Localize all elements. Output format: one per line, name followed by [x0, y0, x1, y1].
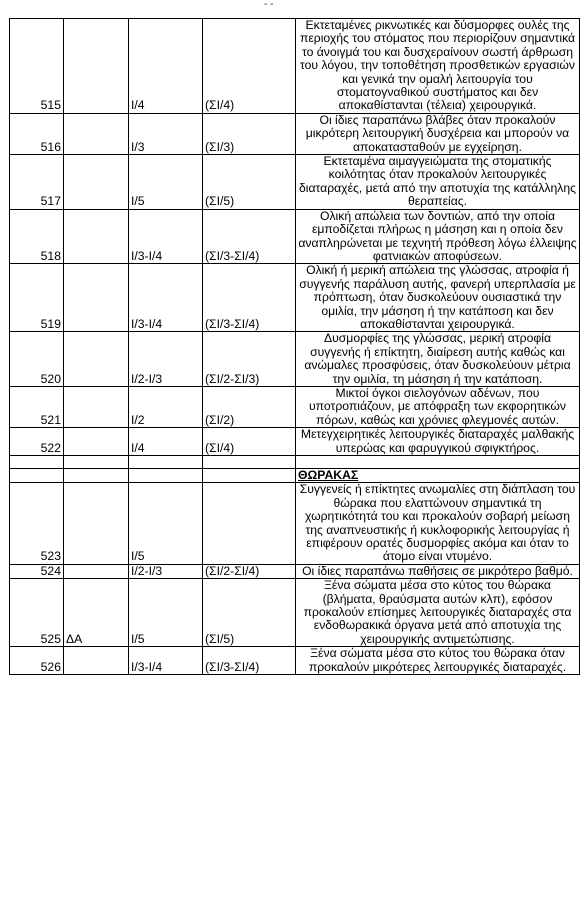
empty-cell — [10, 469, 64, 483]
row-extra — [64, 264, 129, 332]
table-row — [10, 264, 580, 332]
row-ref — [203, 483, 296, 564]
row-grade: I/2-I/3 — [129, 564, 203, 578]
row-extra — [64, 483, 129, 564]
row-number: 520 — [10, 332, 64, 387]
row-ref: (ΣI/4) — [203, 428, 296, 456]
row-grade: I/3-I/4 — [129, 264, 203, 332]
table-row — [10, 332, 580, 387]
row-ref: (ΣI/2-ΣI/3) — [203, 332, 296, 387]
row-grade: I/3-I/4 — [129, 647, 203, 675]
row-number: 517 — [10, 155, 64, 210]
row-ref: (ΣI/5) — [203, 155, 296, 210]
empty-cell — [296, 456, 580, 469]
row-grade: I/5 — [129, 155, 203, 210]
row-grade: I/3 — [129, 113, 203, 154]
row-description: Συγγενείς ή επίκτητες ανωμαλίες στη διάπλαση του θώρακα που ελαττώνουν σημαντικά τη χωρητικότητά του και προκαλούν σοβαρή μείωση της αναπνευστικής ή κυκλοφορικής λειτουργίας ή επιφέρουν ορατές δυσμορφίες ακόμα και όταν το άτομο είναι ντυμένο. — [296, 483, 580, 564]
row-grade: I/4 — [129, 19, 203, 114]
row-ref: (ΣI/3-ΣI/4) — [203, 264, 296, 332]
row-description: Οι ίδιες παραπάνω παθήσεις σε μικρότερο βαθμό. — [296, 564, 580, 578]
row-ref: (ΣI/4) — [203, 19, 296, 114]
table-row — [10, 155, 580, 210]
row-extra — [64, 386, 129, 427]
row-ref: (ΣI/3-ΣI/4) — [203, 209, 296, 264]
empty-cell — [203, 469, 296, 483]
row-number: 524 — [10, 564, 64, 578]
table-row — [10, 428, 580, 456]
row-number: 515 — [10, 19, 64, 114]
row-extra — [64, 647, 129, 675]
page-top-mark: - - — [264, 0, 274, 10]
row-ref: (ΣI/2-ΣI/4) — [203, 564, 296, 578]
table-row — [10, 579, 580, 647]
row-extra: ΔΑ — [64, 579, 129, 647]
row-description: Ξένα σώματα μέσα στο κύτος του θώρακα όταν προκαλούν μικρότερες λειτουργικές διαταραχές. — [296, 647, 580, 675]
row-description: Ολική απώλεια των δοντιών, από την οποία εμποδίζεται πλήρως η μάσηση και η οποία δεν αναπληρώνεται με τεχνητή πρόθεση λόγω έλλειψης φατνιακών αποφύσεων. — [296, 209, 580, 264]
empty-cell — [64, 469, 129, 483]
row-number: 519 — [10, 264, 64, 332]
row-description: Ξένα σώματα μέσα στο κύτος του θώρακα (βλήματα, θραύσματα αυτών κλπ), εφόσον προκαλούν επίσημες λειτουργικές διαταραχές στα ενδοθωρακικά όργανα μετά από αποτυχία της χειρουργικής αντιμετώπισης. — [296, 579, 580, 647]
table-row — [10, 209, 580, 264]
row-extra — [64, 155, 129, 210]
table-row — [10, 113, 580, 154]
row-grade: I/2 — [129, 386, 203, 427]
row-number: 516 — [10, 113, 64, 154]
row-description: Ολική ή μερική απώλεια της γλώσσας, ατροφία ή συγγενής παράλυση αυτής, φανερή υπερπλασία με πρόπτωση, όταν δυσκολεύουν ουσιαστικά την ομιλία, την μάσηση ή την κατάποση και δεν αποκαθίστανται χειρουργικά. — [296, 264, 580, 332]
row-description: Δυσμορφίες της γλώσσας, μερική ατροφία συγγενής ή επίκτητη, διαίρεση αυτής καθώς και ανώμαλες προσφύσεις, όταν δυσκολεύουν μέτρια την ομιλία, τη μάσηση ή την κατάποση. — [296, 332, 580, 387]
row-ref: (ΣI/5) — [203, 579, 296, 647]
row-number: 523 — [10, 483, 64, 564]
row-grade: I/2-I/3 — [129, 332, 203, 387]
row-ref: (ΣI/3-ΣI/4) — [203, 647, 296, 675]
empty-cell — [129, 469, 203, 483]
row-number: 522 — [10, 428, 64, 456]
row-extra — [64, 332, 129, 387]
row-description: Οι ίδιες παραπάνω βλάβες όταν προκαλούν μικρότερη λειτουργική δυσχέρεια και μπορούν να αποκατασταθούν με εγχείρηση. — [296, 113, 580, 154]
row-grade: I/5 — [129, 579, 203, 647]
table-row — [10, 386, 580, 427]
row-grade: I/4 — [129, 428, 203, 456]
row-number: 521 — [10, 386, 64, 427]
row-description: Εκτεταμένα αιμαγγειώματα της στοματικής κοιλότητας όταν προκαλούν λειτουργικές διαταραχές, μετά από την αποτυχία της κατάλληλης θεραπείας. — [296, 155, 580, 210]
table-row — [10, 564, 580, 578]
table-row-section — [10, 469, 580, 483]
row-ref: (ΣI/3) — [203, 113, 296, 154]
row-description: Εκτεταμένες ρικνωτικές και δύσμορφες ουλές της περιοχής του στόματος που περιορίζουν σημαντικά το άνοιγμά του και δυσχεραίνουν σωστή άρθρωση του λόγου, την τοποθέτηση προσθετικών εργασιών και γενικά την ομαλή λειτουργία του στοματογναθικού συστήματος και δεν αποκαθίστανται (τέλεια) χειρουργικά. — [296, 19, 580, 114]
row-extra — [64, 428, 129, 456]
row-number: 518 — [10, 209, 64, 264]
table-row-empty — [10, 456, 580, 469]
table-row — [10, 647, 580, 675]
row-extra — [64, 209, 129, 264]
section-title: ΘΩΡΑΚΑΣ — [296, 469, 580, 483]
row-number: 526 — [10, 647, 64, 675]
empty-cell — [64, 456, 129, 469]
table-row — [10, 19, 580, 114]
row-grade: I/3-I/4 — [129, 209, 203, 264]
row-description: Μετεγχειρητικές λειτουργικές διαταραχές μαλθακής υπερώας και φαρυγγικού σφιγκτήρος. — [296, 428, 580, 456]
row-number: 525 — [10, 579, 64, 647]
empty-cell — [203, 456, 296, 469]
row-ref: (ΣI/2) — [203, 386, 296, 427]
row-extra — [64, 564, 129, 578]
disability-table — [9, 18, 580, 675]
row-grade: I/5 — [129, 483, 203, 564]
empty-cell — [129, 456, 203, 469]
row-extra — [64, 113, 129, 154]
row-description: Μικτοί όγκοι σιελογόνων αδένων, που υποτροπιάζουν, με απόφραξη των εκφορητικών πόρων, καθώς και χρόνιες φλεγμονές αυτών. — [296, 386, 580, 427]
empty-cell — [10, 456, 64, 469]
table-row — [10, 483, 580, 564]
row-extra — [64, 19, 129, 114]
